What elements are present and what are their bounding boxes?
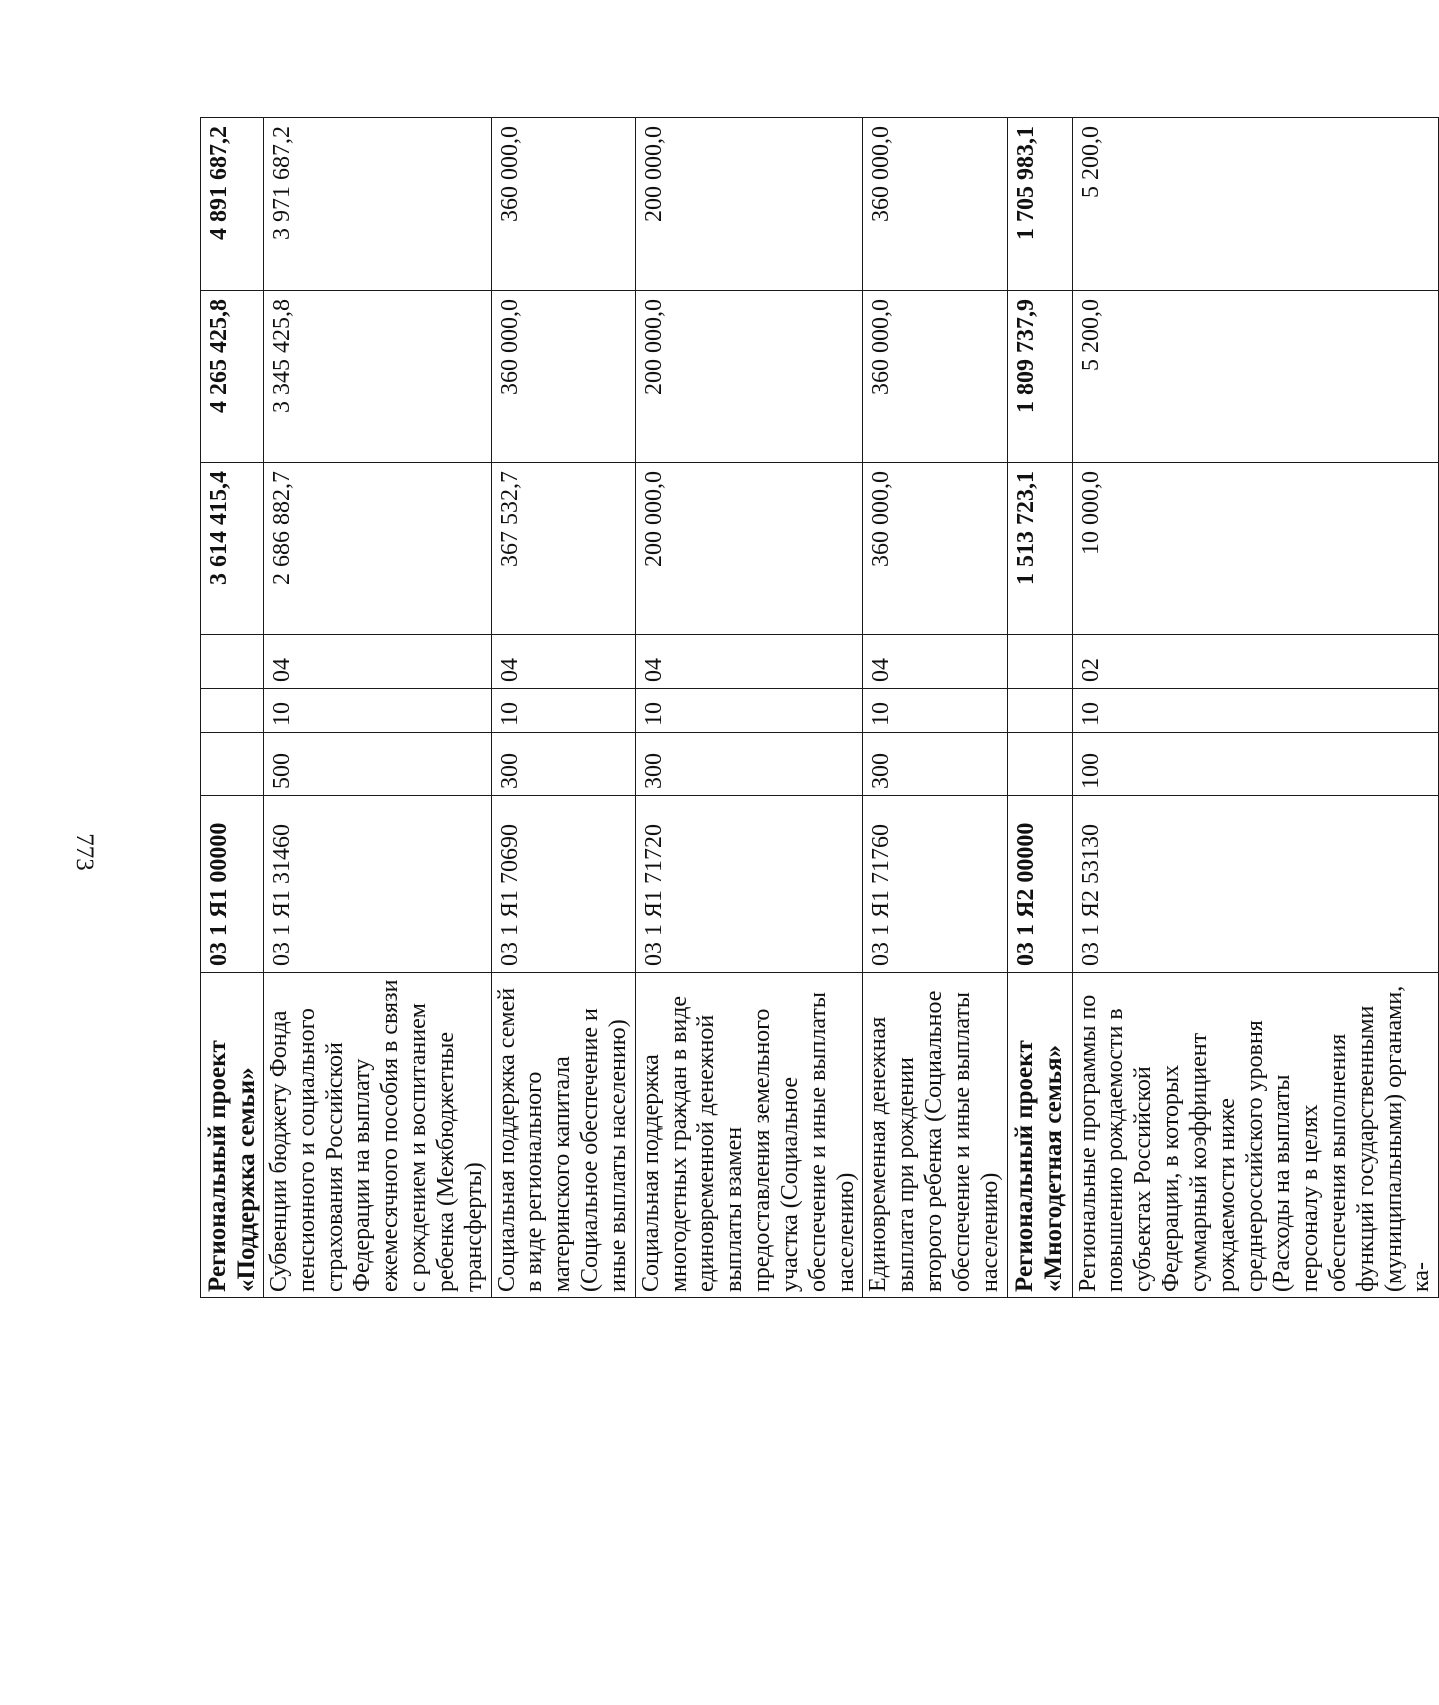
amount-year-3: 5 200,0: [1072, 118, 1439, 291]
amount-year-3: 4 891 687,2: [201, 118, 264, 291]
expense-type: 300: [635, 733, 863, 796]
target-code: 03 1 Я1 31460: [264, 796, 492, 973]
table-row: [264, 118, 492, 1298]
amount-year-3: 3 971 687,2: [264, 118, 492, 291]
item-name: Субвенции бюджету Фонда пенсионного и социального страхования Российской Федерации на выплату ежемесячного пособия в связи с рождением и воспитанием ребенка (Межбюджетные трансферты): [264, 973, 492, 1298]
amount-year-2: 1 809 737,9: [1007, 291, 1072, 463]
section-code: 10: [491, 689, 635, 733]
section-code: [201, 689, 264, 733]
amount-year-1: 3 614 415,4: [201, 463, 264, 635]
target-code: 03 1 Я1 71760: [863, 796, 1007, 973]
amount-year-3: 200 000,0: [635, 118, 863, 291]
target-code: 03 1 Я2 00000: [1007, 796, 1072, 973]
amount-year-2: 5 200,0: [1072, 291, 1439, 463]
amount-year-1: 360 000,0: [863, 463, 1007, 635]
subsection-code: 04: [863, 635, 1007, 689]
table-row: [635, 118, 863, 1298]
table-row: [863, 118, 1007, 1298]
section-code: 10: [1072, 689, 1439, 733]
section-code: 10: [863, 689, 1007, 733]
item-name: Социальная поддержка семей в виде регионального материнского капитала (Социальное обеспечение и иные выплаты населению): [491, 973, 635, 1298]
amount-year-1: 200 000,0: [635, 463, 863, 635]
table-row: [1072, 118, 1439, 1298]
expense-type: 100: [1072, 733, 1439, 796]
budget-table: [200, 117, 1439, 1298]
subsection-code: 04: [264, 635, 492, 689]
amount-year-2: 3 345 425,8: [264, 291, 492, 463]
amount-year-1: 2 686 882,7: [264, 463, 492, 635]
rotated-table-frame: [200, 118, 1435, 1298]
page-number: 773: [71, 833, 98, 871]
subsection-code: 02: [1072, 635, 1439, 689]
table-row: [491, 118, 635, 1298]
item-name: Социальная поддержка многодетных граждан в виде единовременной денежной выплаты взамен предоставления земельного участка (Социальное обеспечение и иные выплаты населению): [635, 973, 863, 1298]
amount-year-3: 360 000,0: [863, 118, 1007, 291]
subsection-code: [201, 635, 264, 689]
amount-year-1: 1 513 723,1: [1007, 463, 1072, 635]
item-name: Региональный проект «Поддержка семьи»: [201, 973, 264, 1298]
amount-year-3: 360 000,0: [491, 118, 635, 291]
item-name: Региональные программы по повышению рождаемости в субъектах Российской Федерации, в которых суммарный коэффициент рождаемости ниже среднероссийского уровня (Расходы на выплаты персоналу в целях обеспечения выполнения функций государственными (муниципальными) органами, ка-: [1072, 973, 1439, 1298]
target-code: 03 1 Я1 70690: [491, 796, 635, 973]
amount-year-2: 360 000,0: [491, 291, 635, 463]
expense-type: 300: [863, 733, 1007, 796]
section-code: 10: [635, 689, 863, 733]
amount-year-2: 4 265 425,8: [201, 291, 264, 463]
amount-year-1: 10 000,0: [1072, 463, 1439, 635]
table-row: [201, 118, 264, 1298]
expense-type: [201, 733, 264, 796]
target-code: 03 1 Я2 53130: [1072, 796, 1439, 973]
item-name: Региональный проект «Многодетная семья»: [1007, 973, 1072, 1298]
expense-type: [1007, 733, 1072, 796]
expense-type: 300: [491, 733, 635, 796]
subsection-code: 04: [491, 635, 635, 689]
amount-year-3: 1 705 983,1: [1007, 118, 1072, 291]
target-code: 03 1 Я1 00000: [201, 796, 264, 973]
expense-type: 500: [264, 733, 492, 796]
subsection-code: [1007, 635, 1072, 689]
section-code: [1007, 689, 1072, 733]
amount-year-2: 360 000,0: [863, 291, 1007, 463]
table-row: [1007, 118, 1072, 1298]
item-name: Единовременная денежная выплата при рождении второго ребенка (Социальное обеспечение и иные выплаты населению): [863, 973, 1007, 1298]
amount-year-1: 367 532,7: [491, 463, 635, 635]
target-code: 03 1 Я1 71720: [635, 796, 863, 973]
subsection-code: 04: [635, 635, 863, 689]
amount-year-2: 200 000,0: [635, 291, 863, 463]
section-code: 10: [264, 689, 492, 733]
